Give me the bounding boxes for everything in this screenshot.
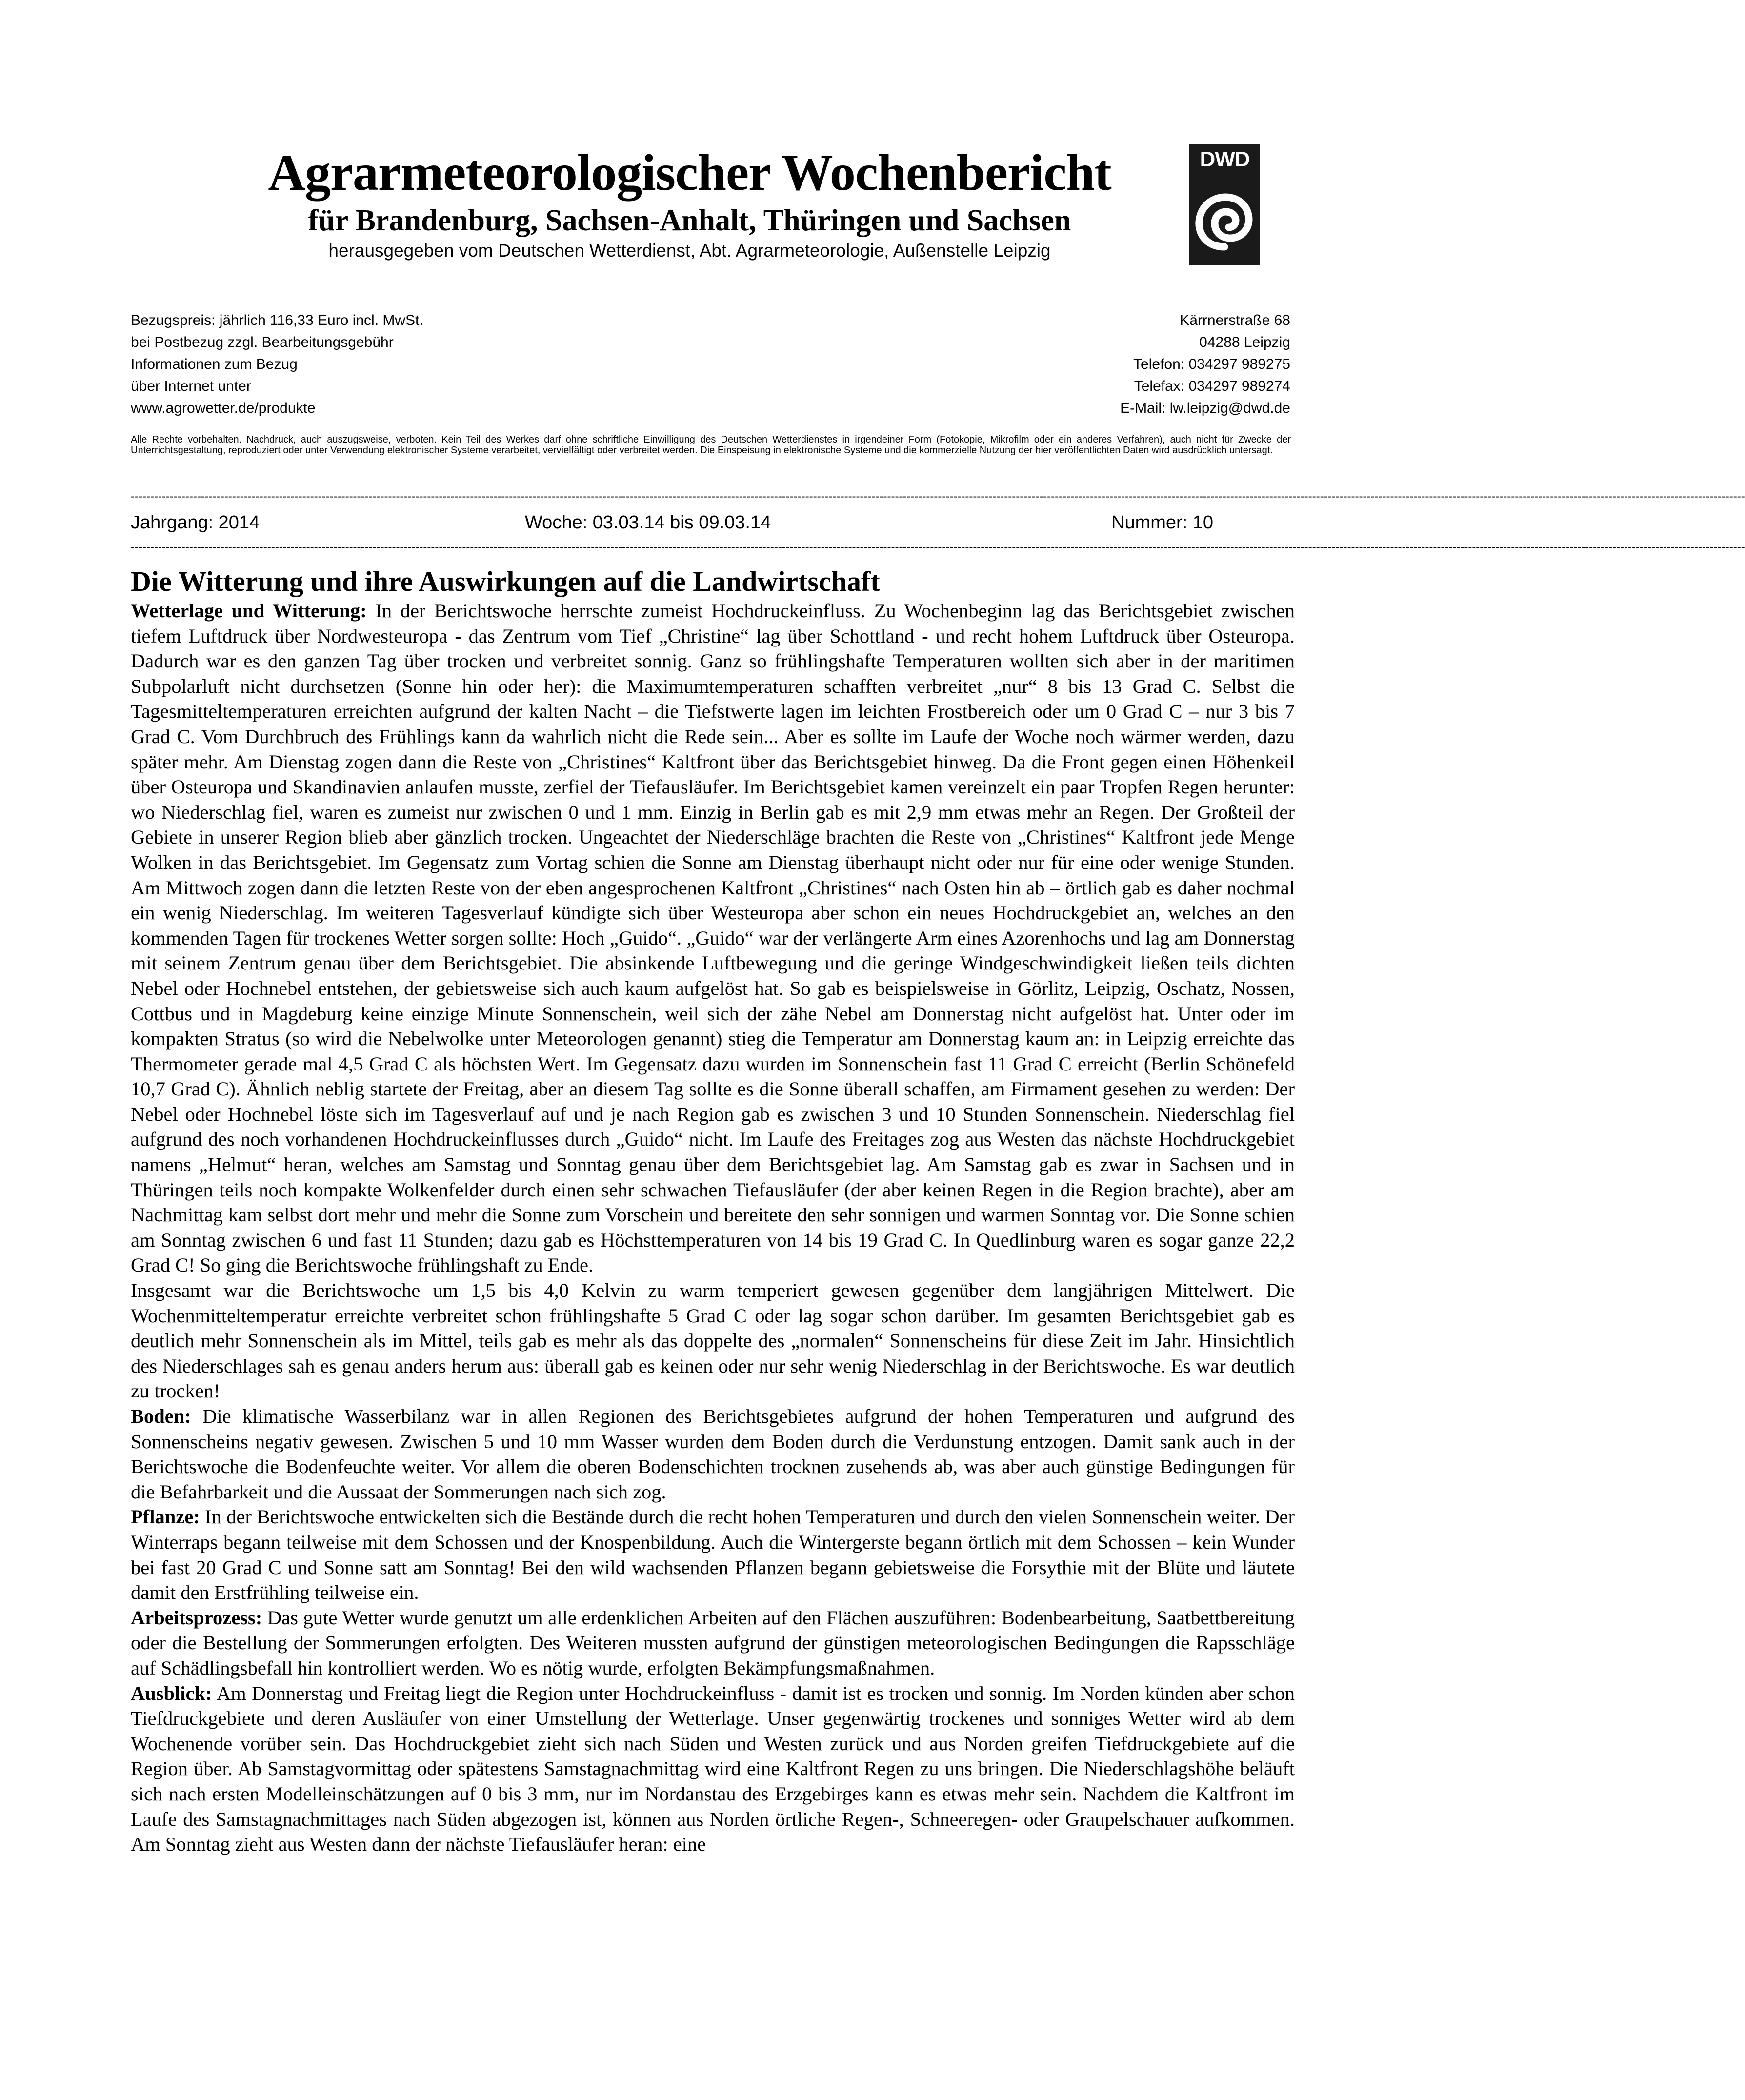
subscription-internet: über Internet unter bbox=[131, 378, 251, 394]
issue-week: Woche: 03.03.14 bis 09.03.14 bbox=[525, 512, 771, 533]
text-weather: In der Berichtswoche herrschte zumeist Hochdruckeinfluss. Zu Wochenbeginn lag das Berichtsgebiet zwischen tiefem Luftdruck über Nordwesteuropa - das Zentrum vom Tief „Christine“ lag über Schottland - und recht hohem Luftdruck über Osteuropa. Dadurch war es den ganzen Tag über trocken und verbreitet sonnig. Ganz so frühlingshafte Temperaturen wollten sich aber in der maritimen Subpolarluft nicht durchsetzen (Sonne hin oder her): die Maximumtemperaturen schafften verbreitet „nur“ 8 bis 13 Grad C. Selbst die Tagesmitteltemperaturen erreichten aufgrund der kalten Nacht – die Tiefstwerte lagen im leichten Frostbereich oder um 0 Grad C – nur 3 bis 7 Grad C. Vom Durchbruch des Frühlings kann da wahrlich nicht die Rede sein... Aber es sollte im Laufe der Woche noch wärmer werden, dazu später mehr. Am Dienstag zogen dann die Reste von „Christines“ Kaltfront über das Berichtsgebiet hinweg. Da die Front gegen einen Höhenkeil über Osteuropa und Skandinavien anlaufen musste, zerfiel der Tiefausläufer. Im Berichtsgebiet kamen vereinzelt ein paar Tropfen Regen herunter: wo Niederschlag fiel, waren es zumeist nur zwischen 0 und 1 mm. Einzig in Berlin gab es mit 2,9 mm etwas mehr an Regen. Der Großteil der Gebiete in unserer Region blieb aber gänzlich trocken. Ungeachtet der Niederschläge brachten die Reste von „Christines“ Kaltfront jede Menge Wolken in das Berichtsgebiet. Im Gegensatz zum Vortag schien die Sonne am Dienstag überhaupt nicht oder nur für eine oder wenige Stunden. Am Mittwoch zogen dann die letzten Reste von der eben angesprochenen Kaltfront „Christines“ nach Osten hin ab – örtlich gab es daher nochmal ein wenig Niederschlag. Im weiteren Tagesverlauf kündigte sich über Westeuropa aber schon ein neues Hochdruckgebiet an, welches an den kommenden Tagen für trockenes Wetter sorgen sollte: Hoch „Guido“. „Guido“ war der verlängerte Arm eines Azorenhochs und lag am Donnerstag mit seinem Zentrum genau über dem Berichtsgebiet. Die absinkende Luftbewegung und die geringe Windgeschwindigkeit ließen teils dichten Nebel oder Hochnebel entstehen, der gebietsweise sich auch kaum aufgelöst hat. So gab es beispielsweise in Görlitz, Leipzig, Oschatz, Nossen, Cottbus und in Magdeburg keine einzige Minute Sonnenschein, weil sich der zähe Nebel am Donnerstag nicht aufgelöst hat. Unter oder im kompakten Stratus (so wird die Nebelwolke unter Meteorologen genannt) stieg die Temperatur am Donnerstag kaum an: in Leipzig erreichte das Thermometer gerade mal 4,5 Grad C als höchsten Wert. Im Gegensatz dazu wurden im Sonnenschein fast 11 Grad C erreicht (Berlin Schönefeld 10,7 Grad C). Ähnlich neblig startete der Freitag, aber an diesem Tag sollte es die Sonne überall schaffen, am Firmament gesehen zu werden: Der Nebel oder Hochnebel löste sich im Tagesverlauf auf und je nach Region gab es zwischen 3 und 10 Stunden Sonnenschein. Niederschlag fiel aufgrund des noch vorhandenen Hochdruckeinflusses durch „Guido“ nicht. Im Laufe des Freitages zog aus Westen das nächste Hochdruckgebiet namens „Helmut“ heran, welches am Samstag und Sonntag genau über dem Berichtsgebiet lag. Am Samstag gab es zwar in Sachsen und in Thüringen teils noch kompakte Wolkenfelder durch einen sehr schwachen Tiefausläufer (der aber keinen Regen in die Region brachte), aber am Nachmittag kam selbst dort mehr und mehr die Sonne zum Vorschein und bereitete den sehr sonnigen und warmen Sonntag vor. Die Sonne schien am Sonntag zwischen 6 und fast 11 Stunden; dazu gab es Höchsttemperaturen von 14 bis 19 Grad C. In Quedlinburg waren es sogar ganze 22,2 Grad C! So ging die Berichtswoche frühlingshaft zu Ende. bbox=[131, 600, 1295, 1276]
label-work: Arbeitsprozess: bbox=[131, 1606, 262, 1629]
divider-bottom: ------------------------------------------------------------------------------------------------------------------------------------------------------------------------------------------------------------------------------------------------------------------------------------------------------------------------------------------------------------------------------------------------------------------------------ bbox=[131, 541, 1745, 554]
text-plant: In der Berichtswoche entwickelten sich die Bestände durch die recht hohen Temperaturen und durch den vielen Sonnenschein weiter. Der Winterraps begann teilweise mit dem Schossen und der Knospenbildung. Auch die Wintergerste begann örtlich mit dem Schossen – kein Wunder bei fast 20 Grad C und Sonne satt am Sonntag! Bei den wild wachsenden Pflanzen begann gebietsweise die Forsythie mit der Blüte und läutete damit den Erstfrühling teilweise ein. bbox=[131, 1506, 1295, 1604]
paragraph-summary: Insgesamt war die Berichtswoche um 1,5 bis 4,0 Kelvin zu warm temperiert gewesen gegenüber dem langjährigen Mittelwert. Die Wochenmitteltemperatur erreichte verbreitet schon frühlingshafte 5 Grad C oder lag sogar schon darüber. Im gesamten Berichtsgebiet gab es deutlich mehr Sonnenschein als im Mittel, teils gab es mehr als das doppelte des „normalen“ Sonnenscheins für diese Zeit im Jahr. Hinsichtlich des Niederschlages sah es genau anders herum aus: überall gab es keinen oder nur sehr wenig Niederschlag in der Berichtswoche. Es war deutlich zu trocken! bbox=[131, 1279, 1295, 1402]
text-work: Das gute Wetter wurde genutzt um alle erdenklichen Arbeiten auf den Flächen auszuführen: Bodenbearbeitung, Saatbettbereitung oder die Bestellung der Sommerungen erfolgten. Des Weiteren mussten aufgrund der günstigen meteorologischen Bedingungen die Rapsschläge auf Schädlingsbefall hin kontrolliert werden. Wo es nötig wurde, erfolgten Bekämpfungsmaßnahmen. bbox=[131, 1606, 1295, 1679]
subscription-info-label: Informationen zum Bezug bbox=[131, 356, 298, 372]
label-weather: Wetterlage und Witterung: bbox=[131, 600, 367, 622]
subscription-info bbox=[131, 309, 423, 419]
subscription-url[interactable]: www.agrowetter.de/produkte bbox=[131, 400, 316, 416]
text-soil: Die klimatische Wasserbilanz war in allen Regionen des Berichtsgebietes aufgrund der hohen Temperaturen und aufgrund des Sonnenscheins negativ gewesen. Zwischen 5 und 10 mm Wasser wurden dem Boden durch die Verdunstung entzogen. Damit sank auch in der Berichtswoche die Bodenfeuchte weiter. Vor allem die oberen Bodenschichten trocknen zusehends ab, was aber auch günstige Bedingungen für die Befahrbarkeit und die Aussaat der Sommerungen nach sich zog. bbox=[131, 1405, 1295, 1503]
dwd-logo bbox=[1189, 144, 1260, 265]
rights-notice: Alle Rechte vorbehalten. Nachdruck, auch auszugsweise, verboten. Kein Teil des Werkes darf ohne schriftliche Einwilligung des Deutschen Wetterdienstes in irgendeiner Form (Fotokopie, Mikrofilm oder ein anderes Verfahren), auch nicht für Zwecke der Unterrichtsgestaltung, reproduziert oder unter Verwendung elektronischer Systeme verarbeitet, vervielfältigt oder verbreitet werden. Die Einspeisung in elektronische Systeme und die kommerzielle Nutzung der hier veröffentlichten Daten wird ausdrücklich untersagt. bbox=[131, 434, 1291, 456]
publisher-line: herausgegeben vom Deutschen Wetterdienst, Abt. Agrarmeteorologie, Außenstelle Leipzig bbox=[328, 241, 1051, 261]
paragraph-plant bbox=[131, 1504, 1295, 1605]
dwd-logo-text: DWD bbox=[1200, 147, 1250, 171]
address-phone: Telefon: 034297 989275 bbox=[1133, 356, 1290, 372]
paragraph-weather bbox=[131, 598, 1295, 1278]
paragraph-soil bbox=[131, 1404, 1295, 1504]
text-outlook: Am Donnerstag und Freitag liegt die Region unter Hochdruckeinfluss - damit ist es trocken und sonnig. Im Norden künden aber schon Tiefdruckgebiete und deren Ausläufer von einer Umstellung der Wetterlage. Unser gegenwärtig trockenes und sonniges Wetter wird ab dem Wochenende vorüber sein. Das Hochdruckgebiet zieht sich nach Süden und Westen zurück und aus Norden greifen Tiefdruckgebiete auf die Region über. Ab Samstagvormittag oder spätestens Samstagnachmittag wird eine Kaltfront Regen zu uns bringen. Die Niederschlagshöhe beläuft sich nach ersten Modelleinschätzungen auf 0 bis 3 mm, nur im Nordanstau des Erzgebirges kann es etwas mehr sein. Nachdem die Kaltfront im Laufe des Samstagnachmittages nach Süden abgezogen ist, können aus Norden örtliche Regen-, Schneeregen- oder Graupelschauer aufkommen. Am Sonntag zieht aus Westen dann der nächste Tiefausläufer heran: eine bbox=[131, 1682, 1295, 1856]
paragraph-outlook bbox=[131, 1681, 1295, 1857]
report-title: Agrarmeteorologischer Wochenbericht bbox=[268, 144, 1111, 201]
paragraph-work bbox=[131, 1605, 1295, 1681]
label-soil: Boden: bbox=[131, 1405, 191, 1427]
subscription-price: Bezugspreis: jährlich 116,33 Euro incl. MwSt. bbox=[131, 312, 423, 328]
address-fax: Telefax: 034297 989274 bbox=[1134, 378, 1290, 394]
report-subtitle: für Brandenburg, Sachsen-Anhalt, Thüringen und Sachsen bbox=[308, 204, 1071, 237]
label-outlook: Ausblick: bbox=[131, 1682, 212, 1704]
article-body bbox=[131, 598, 1295, 1857]
label-plant: Pflanze: bbox=[131, 1506, 200, 1528]
address-email[interactable]: E-Mail: lw.leipzig@dwd.de bbox=[1120, 400, 1290, 416]
issue-year: Jahrgang: 2014 bbox=[131, 512, 260, 533]
article-heading: Die Witterung und ihre Auswirkungen auf die Landwirtschaft bbox=[131, 565, 880, 597]
address-city: 04288 Leipzig bbox=[1199, 334, 1290, 350]
address-street: Kärrnerstraße 68 bbox=[1180, 312, 1290, 328]
subscription-postage: bei Postbezug zzgl. Bearbeitungsgebühr bbox=[131, 334, 394, 350]
contact-address bbox=[1120, 309, 1290, 419]
dwd-spiral-icon bbox=[1189, 180, 1260, 262]
issue-number: Nummer: 10 bbox=[1111, 512, 1214, 533]
divider-top: ------------------------------------------------------------------------------------------------------------------------------------------------------------------------------------------------------------------------------------------------------------------------------------------------------------------------------------------------------------------------------------------------------------------------------ bbox=[131, 490, 1745, 503]
